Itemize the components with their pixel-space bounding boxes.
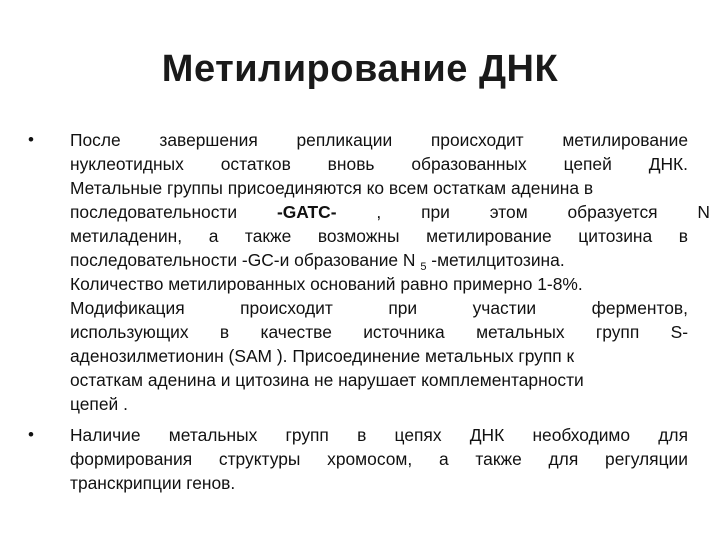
bullet-item-replication [28, 128, 710, 416]
text-line: Количество метилированных оснований равно примерно 1-8%. [70, 274, 583, 294]
subscript-five: 5 [420, 261, 427, 273]
text-line: После завершения репликации происходит метилирование [70, 130, 688, 150]
text-line: формирования структуры хромосом, а также для регуляции [70, 449, 688, 469]
bullet-dot-icon: • [28, 425, 34, 444]
bullet-list [28, 128, 710, 502]
sequence-gatc: -GATC- [276, 202, 337, 222]
text-line: транскрипции генов. [70, 473, 236, 493]
text-fragment: N [697, 202, 710, 222]
slide-title: Метилирование ДНК [161, 48, 559, 90]
text-line: Наличие метальных групп в цепях ДНК необходимо для [70, 425, 688, 445]
text-fragment: последовательности [70, 202, 238, 222]
text-line [70, 248, 688, 272]
text-line: использующих в качестве источника метальных групп S- [70, 322, 688, 342]
text-fragment: -метилцитозина. [431, 250, 565, 270]
text-line: цепей . [70, 394, 128, 414]
text-line: метиладенин, а также возможны метилирование цитозина в [70, 226, 688, 246]
bullet-dot-icon: • [28, 130, 34, 149]
text-line: Модификация происходит при участии ферментов, [70, 298, 688, 318]
text-line: нуклеотидных остатков вновь образованных цепей ДНК. [70, 154, 688, 174]
text-line [70, 200, 710, 224]
text-line: остаткам аденина и цитозина не нарушает комплементарности [70, 370, 584, 390]
text-fragment: последовательности -GC-и образование N [70, 250, 416, 270]
text-line: Метальные группы присоединяются ко всем остаткам аденина в [70, 178, 594, 198]
text-fragment: образуется [567, 202, 658, 222]
text-fragment: при [421, 202, 450, 222]
text-fragment: , [376, 202, 382, 222]
bullet-item-function [28, 423, 688, 495]
text-line: аденозилметионин (SAM ). Присоединение метальных групп к [70, 346, 575, 366]
text-fragment: этом [489, 202, 528, 222]
